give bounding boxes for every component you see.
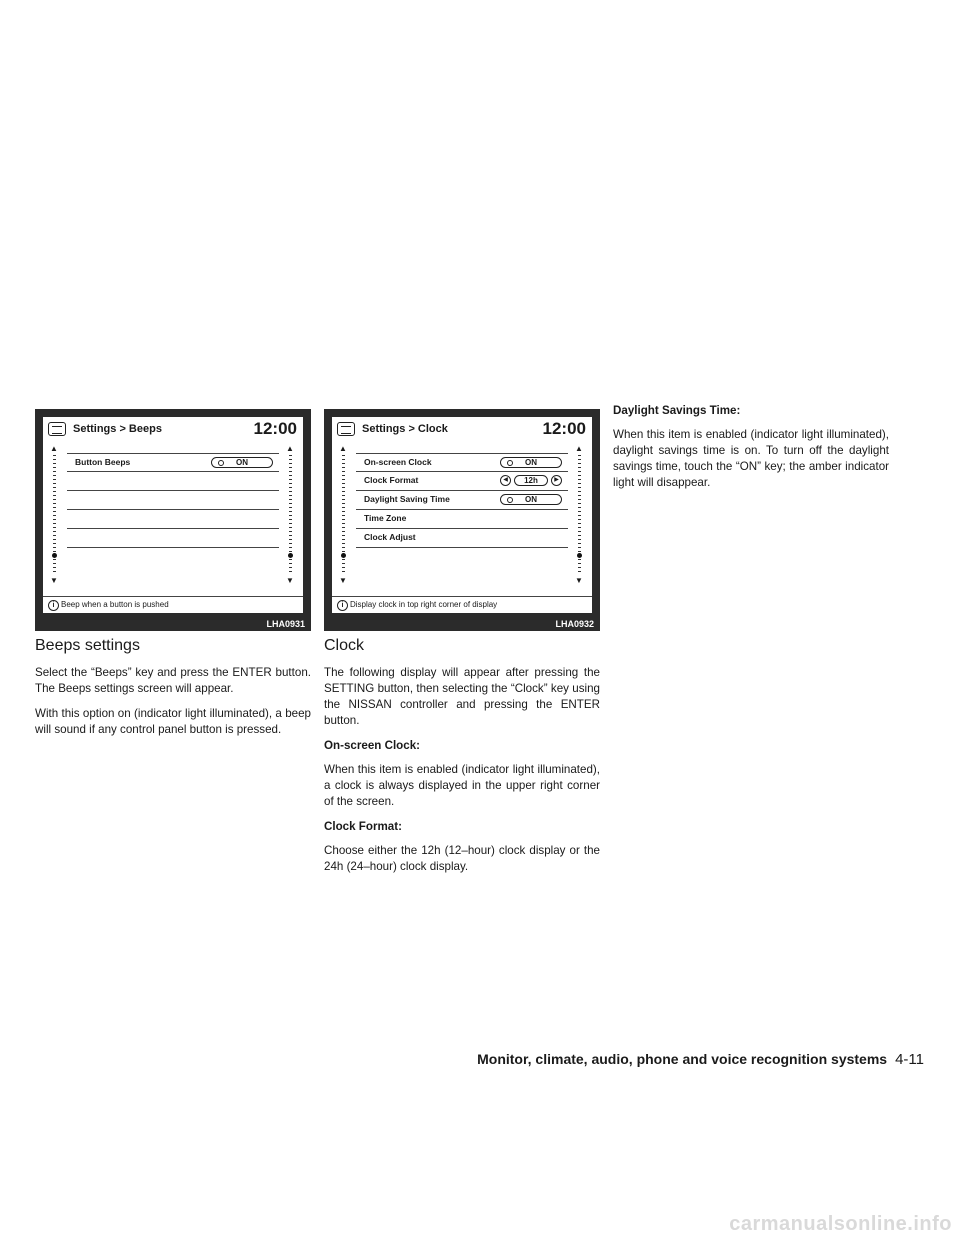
onscreen-clock-paragraph: When this item is enabled (indicator light illuminated), a clock is always displayed in the upper right corner of the screen. [324,763,600,808]
figure-beeps-screen [35,409,311,631]
page-number: 4-11 [895,1051,924,1068]
clock-section [324,636,600,884]
scroll-up-arrow-icon: ▲ [50,444,58,453]
settings-menu-icon [337,422,355,436]
settings-menu-icon [48,422,66,436]
daylight-section [613,403,889,500]
menu-item-clock-format[interactable] [356,472,568,491]
indicator-light-icon [507,497,513,503]
figure-code: LHA0932 [555,619,594,629]
clock-screen-display [332,417,592,613]
scroll-position-dot [52,553,57,558]
help-text: Beep when a button is pushed [61,600,169,609]
screen-help-bar [43,596,303,613]
screen-help-bar [332,596,592,613]
settings-menu-list [356,453,568,548]
scroll-position-dot [577,553,582,558]
settings-menu-list [67,453,279,548]
clock-format-subheading: Clock Format: [324,820,402,833]
menu-item-onscreen-clock[interactable] [356,453,568,472]
left-scroll-scale [51,445,59,585]
clock-format-paragraph: Choose either the 12h (12–hour) clock display or the 24h (24–hour) clock display. [324,844,600,873]
scroll-position-dot [341,553,346,558]
menu-item-label: Time Zone [364,513,407,523]
menu-item-label: Daylight Saving Time [364,494,450,504]
arrow-left-icon[interactable]: ◀ [500,475,511,486]
right-scroll-scale [287,445,295,585]
menu-item-daylight-saving[interactable] [356,491,568,510]
daylight-subheading: Daylight Savings Time: [613,404,741,417]
beeps-paragraph-2: With this option on (indicator light illuminated), a beep will sound if any control panel button is pressed. [35,707,311,736]
screen-breadcrumb: Settings > Clock [362,423,448,435]
menu-empty-row [67,491,279,510]
figure-clock-screen [324,409,600,631]
menu-item-clock-adjust[interactable] [356,529,568,548]
menu-item-time-zone[interactable] [356,510,568,529]
clock-paragraph-1: The following display will appear after pressing the SETTING button, then selecting the “Clock” key using the NISSAN controller and pressing the ENTER button. [324,666,600,727]
beeps-screen-display [43,417,303,613]
figure-code: LHA0931 [266,619,305,629]
menu-item-button-beeps[interactable] [67,453,279,472]
scroll-down-arrow-icon: ▼ [286,576,294,585]
daylight-paragraph: When this item is enabled (indicator light illuminated), daylight savings time is on. To turn off the daylight savings time, touch the “ON” key; the amber indicator light will disappear. [613,428,889,489]
help-text: Display clock in top right corner of display [350,600,498,609]
scroll-up-arrow-icon: ▲ [286,444,294,453]
menu-item-label: On-screen Clock [364,457,432,467]
right-scroll-scale [576,445,584,585]
toggle-value: ON [525,495,537,504]
indicator-light-icon [218,460,224,466]
section-title: Monitor, climate, audio, phone and voice recognition systems [477,1051,888,1067]
scroll-up-arrow-icon: ▲ [575,444,583,453]
menu-item-label: Button Beeps [75,457,131,467]
indicator-light-icon [507,460,513,466]
menu-empty-row [67,472,279,491]
menu-empty-row [67,510,279,529]
scroll-up-arrow-icon: ▲ [339,444,347,453]
daylight-saving-toggle[interactable] [500,494,562,505]
beeps-section [35,636,311,747]
left-scroll-scale [340,445,348,585]
clock-format-value: 12h [514,475,548,486]
beeps-heading: Beeps settings [35,637,140,654]
onscreen-clock-toggle[interactable] [500,457,562,468]
scroll-down-arrow-icon: ▼ [339,576,347,585]
toggle-value: ON [525,458,537,467]
screen-clock: 12:00 [253,419,297,438]
screen-breadcrumb: Settings > Beeps [73,423,162,435]
watermark: carmanualsonline.info [729,1213,952,1235]
menu-item-label: Clock Adjust [364,532,416,542]
beeps-paragraph-1: Select the “Beeps” key and press the ENTER button. The Beeps settings screen will appear. [35,666,311,695]
arrow-right-icon[interactable]: ▶ [551,475,562,486]
clock-heading: Clock [324,637,365,654]
page-footer [477,1051,924,1068]
onscreen-clock-subheading: On-screen Clock: [324,739,420,752]
scroll-down-arrow-icon: ▼ [575,576,583,585]
scroll-down-arrow-icon: ▼ [50,576,58,585]
info-icon: i [48,600,59,611]
screen-clock: 12:00 [542,419,586,438]
menu-item-label: Clock Format [364,475,419,485]
toggle-value: ON [236,458,248,467]
menu-empty-row [67,529,279,548]
clock-format-selector[interactable] [500,475,562,486]
button-beeps-toggle[interactable] [211,457,273,468]
scroll-position-dot [288,553,293,558]
info-icon: i [337,600,348,611]
